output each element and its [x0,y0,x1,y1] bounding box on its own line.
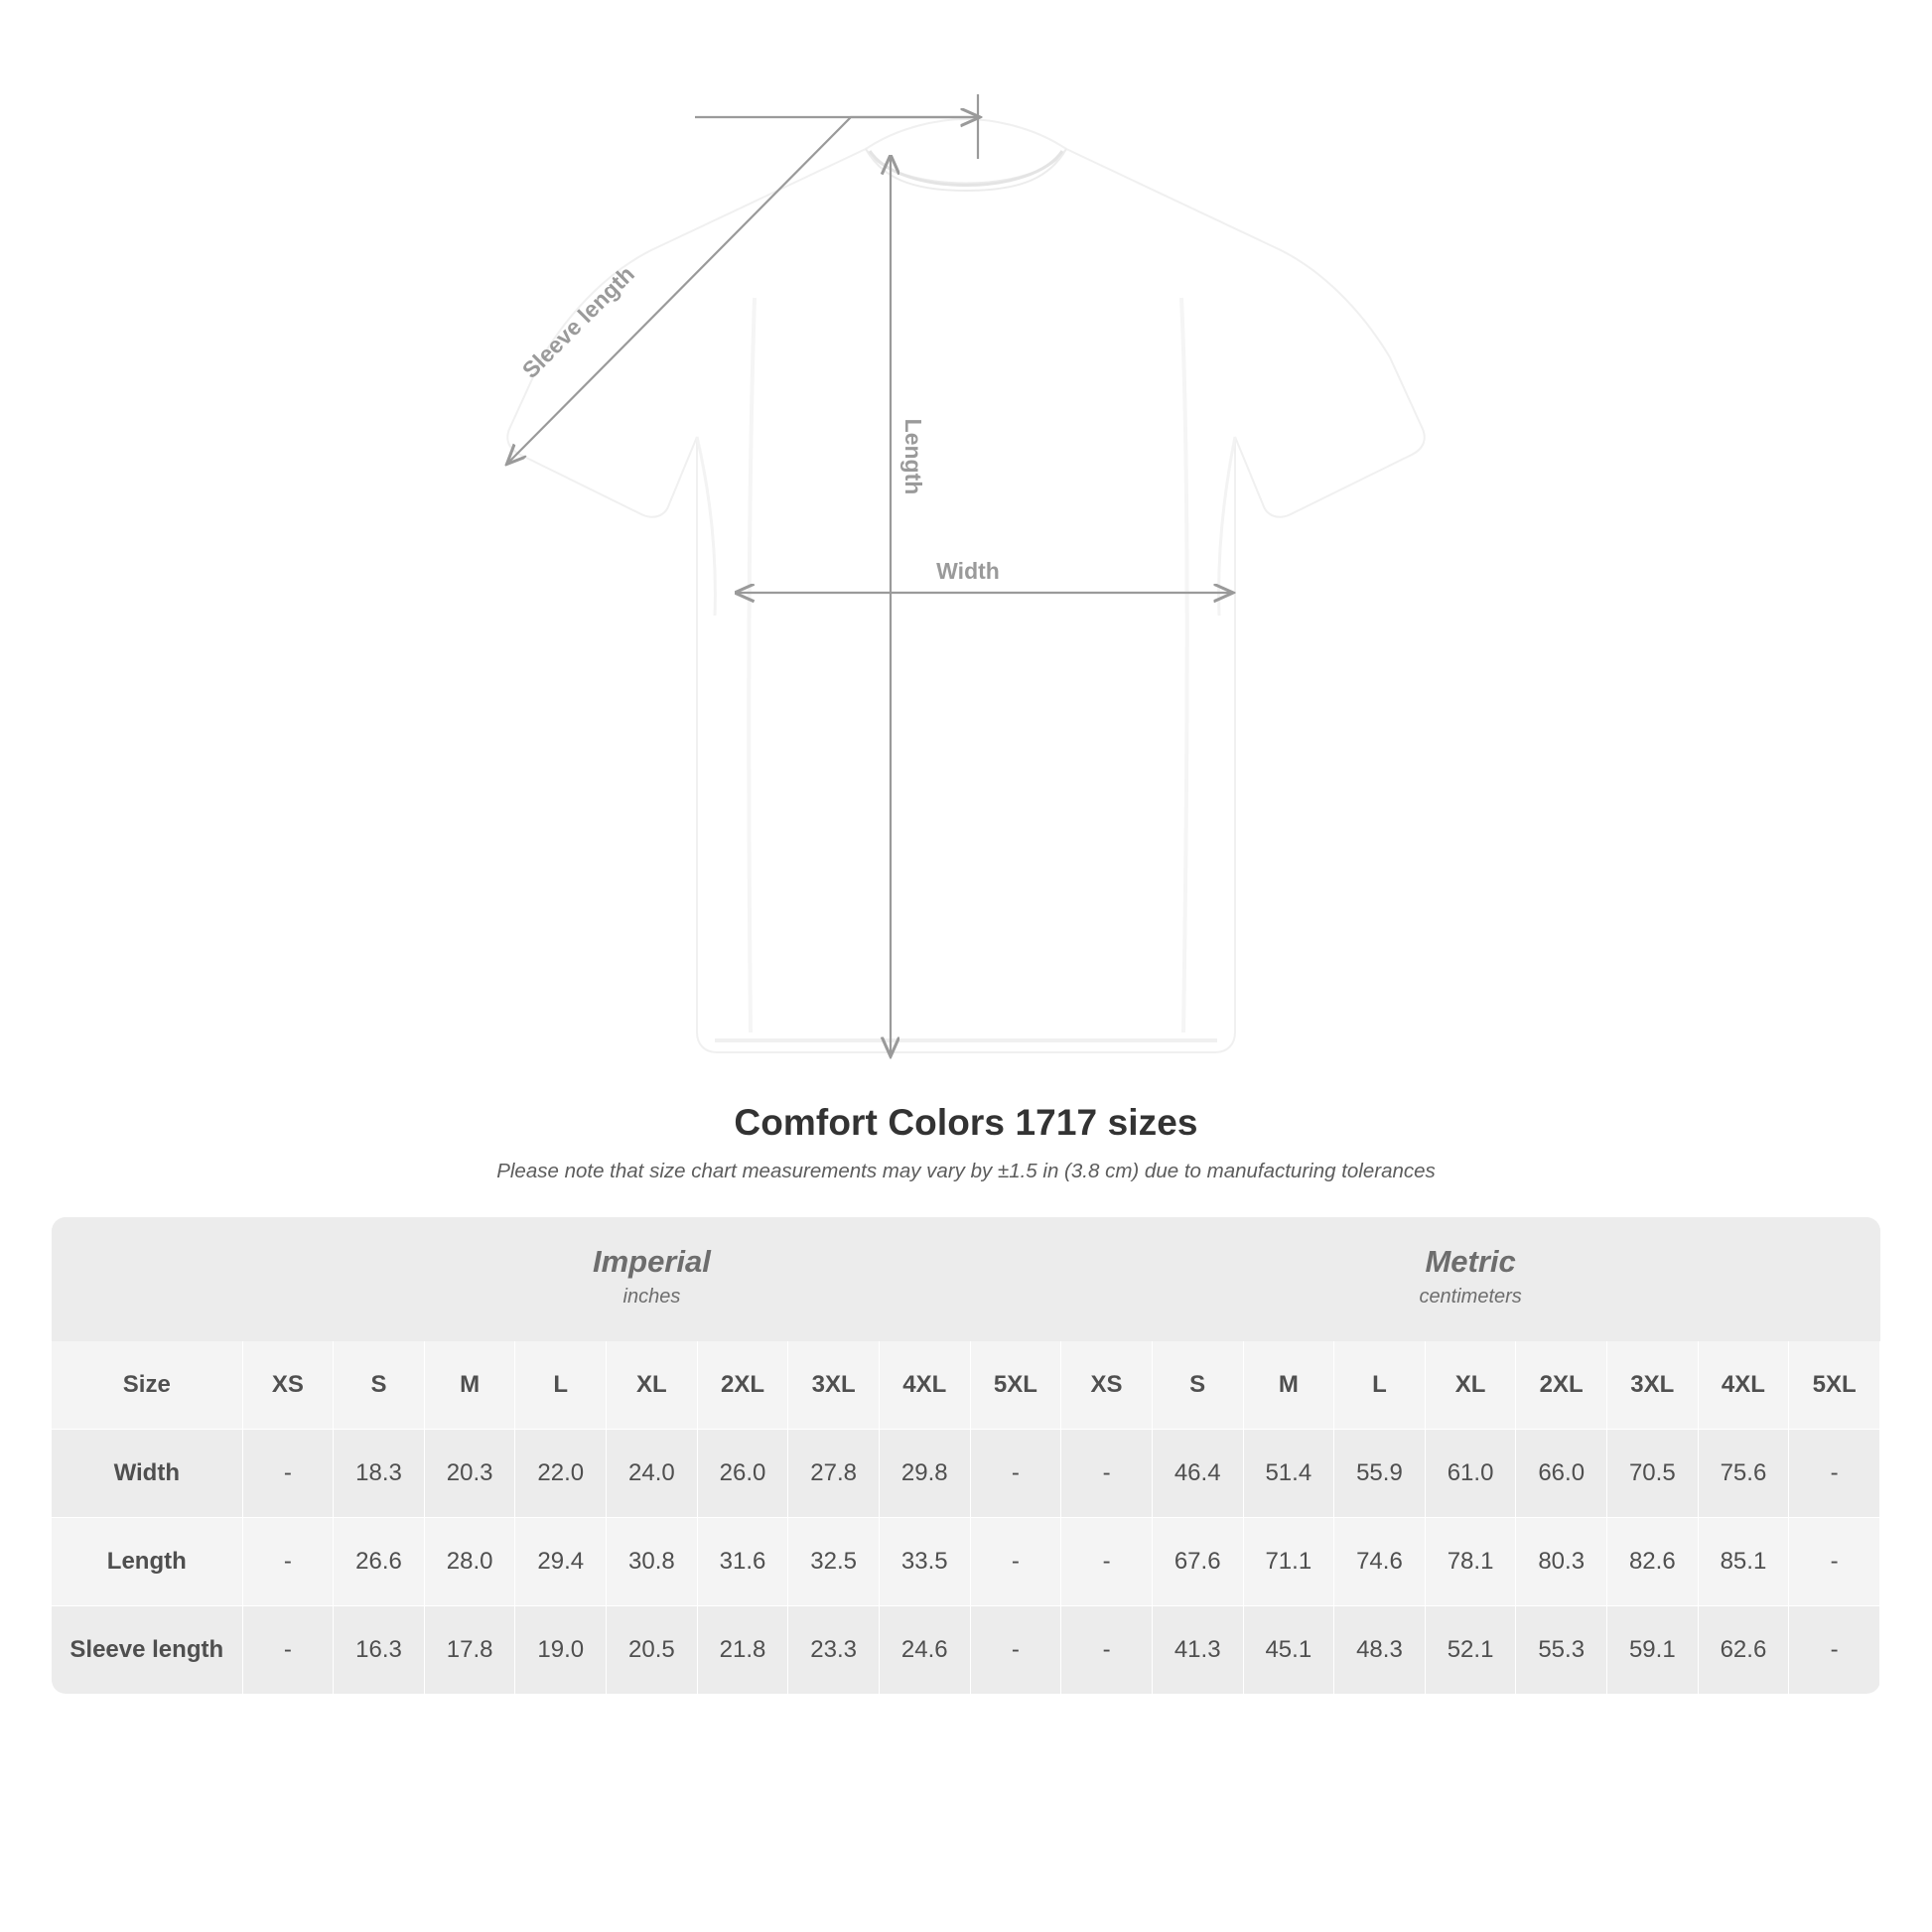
table-row-length [52,1517,1880,1605]
column-header-imp-5xl: 5XL [970,1341,1061,1430]
column-header-met-2xl: 2XL [1516,1341,1607,1430]
size-table [52,1217,1880,1694]
column-header-met-xl: XL [1425,1341,1516,1430]
cell-sleeve-imp-s: 16.3 [334,1605,425,1694]
length-label: Length [900,418,926,495]
cell-sleeve-met-5xl: - [1789,1605,1880,1694]
cell-width-met-m: 51.4 [1243,1429,1334,1517]
cell-width-imp-m: 20.3 [424,1429,515,1517]
cell-sleeve-imp-l: 19.0 [515,1605,607,1694]
cell-width-imp-5xl: - [970,1429,1061,1517]
cell-length-met-5xl: - [1789,1517,1880,1605]
cell-width-imp-2xl: 26.0 [697,1429,788,1517]
column-header-imp-xl: XL [607,1341,698,1430]
cell-sleeve-imp-2xl: 21.8 [697,1605,788,1694]
unit-metric-cell [1061,1217,1880,1341]
cell-length-met-l: 74.6 [1334,1517,1426,1605]
column-header-imp-xs: XS [242,1341,334,1430]
page-subtitle: Please note that size chart measurements may vary by ±1.5 in (3.8 cm) due to manufacturing tolerances [496,1160,1436,1182]
row-label-width: Width [52,1429,242,1517]
cell-sleeve-imp-m: 17.8 [424,1605,515,1694]
cell-sleeve-imp-3xl: 23.3 [788,1605,880,1694]
cell-length-met-s: 67.6 [1152,1517,1243,1605]
cell-sleeve-met-2xl: 55.3 [1516,1605,1607,1694]
cell-sleeve-met-m: 45.1 [1243,1605,1334,1694]
column-header-met-xs: XS [1061,1341,1153,1430]
cell-length-met-xs: - [1061,1517,1153,1605]
cell-width-imp-xs: - [242,1429,334,1517]
column-header-met-3xl: 3XL [1607,1341,1699,1430]
cell-width-met-2xl: 66.0 [1516,1429,1607,1517]
cell-width-met-l: 55.9 [1334,1429,1426,1517]
cell-length-imp-3xl: 32.5 [788,1517,880,1605]
column-header-imp-l: L [515,1341,607,1430]
cell-width-met-s: 46.4 [1152,1429,1243,1517]
cell-sleeve-imp-5xl: - [970,1605,1061,1694]
cell-length-imp-2xl: 31.6 [697,1517,788,1605]
tshirt-shape [507,119,1425,1052]
cell-width-imp-4xl: 29.8 [879,1429,970,1517]
cell-sleeve-imp-4xl: 24.6 [879,1605,970,1694]
cell-length-met-4xl: 85.1 [1698,1517,1789,1605]
cell-sleeve-met-xl: 52.1 [1425,1605,1516,1694]
unit-imperial-name: Imperial [592,1244,711,1279]
size-header-row [52,1341,1880,1430]
cell-width-imp-l: 22.0 [515,1429,607,1517]
cell-sleeve-met-s: 41.3 [1152,1605,1243,1694]
unit-imperial-cell [242,1217,1061,1341]
row-label-sleeve-length: Sleeve length [52,1605,242,1694]
sleeve-length-label: Sleeve length [516,260,639,383]
unit-metric-sub: centimeters [1419,1285,1522,1308]
column-header-imp-4xl: 4XL [879,1341,970,1430]
cell-length-imp-4xl: 33.5 [879,1517,970,1605]
cell-sleeve-met-4xl: 62.6 [1698,1605,1789,1694]
cell-length-met-xl: 78.1 [1425,1517,1516,1605]
size-table-wrap [52,1217,1880,1694]
cell-width-met-5xl: - [1789,1429,1880,1517]
cell-length-imp-m: 28.0 [424,1517,515,1605]
table-row-sleeve-length [52,1605,1880,1694]
cell-length-imp-l: 29.4 [515,1517,607,1605]
column-header-met-l: L [1334,1341,1426,1430]
column-header-met-s: S [1152,1341,1243,1430]
cell-sleeve-met-xs: - [1061,1605,1153,1694]
cell-length-imp-xs: - [242,1517,334,1605]
unit-metric-name: Metric [1425,1244,1516,1279]
cell-width-imp-s: 18.3 [334,1429,425,1517]
column-header-imp-m: M [424,1341,515,1430]
cell-sleeve-met-l: 48.3 [1334,1605,1426,1694]
unit-header-row [52,1217,1880,1341]
cell-length-imp-xl: 30.8 [607,1517,698,1605]
table-row-width [52,1429,1880,1517]
cell-length-met-2xl: 80.3 [1516,1517,1607,1605]
cell-length-imp-5xl: - [970,1517,1061,1605]
column-header-met-4xl: 4XL [1698,1341,1789,1430]
cell-width-met-xl: 61.0 [1425,1429,1516,1517]
cell-width-met-3xl: 70.5 [1607,1429,1699,1517]
column-header-met-5xl: 5XL [1789,1341,1880,1430]
column-header-imp-s: S [334,1341,425,1430]
cell-sleeve-imp-xl: 20.5 [607,1605,698,1694]
unit-imperial-sub: inches [622,1285,681,1308]
cell-sleeve-imp-xs: - [242,1605,334,1694]
cell-sleeve-met-3xl: 59.1 [1607,1605,1699,1694]
cell-width-met-4xl: 75.6 [1698,1429,1789,1517]
page-title: Comfort Colors 1717 sizes [734,1102,1198,1143]
cell-length-met-m: 71.1 [1243,1517,1334,1605]
row-label-length: Length [52,1517,242,1605]
cell-width-imp-xl: 24.0 [607,1429,698,1517]
unit-spacer-cell [52,1217,242,1341]
cell-length-met-3xl: 82.6 [1607,1517,1699,1605]
cell-width-imp-3xl: 27.8 [788,1429,880,1517]
cell-length-imp-s: 26.6 [334,1517,425,1605]
cell-width-met-xs: - [1061,1429,1153,1517]
column-header-imp-3xl: 3XL [788,1341,880,1430]
width-label: Width [936,558,1000,584]
column-header-met-m: M [1243,1341,1334,1430]
column-header-size: Size [52,1341,242,1430]
column-header-imp-2xl: 2XL [697,1341,788,1430]
